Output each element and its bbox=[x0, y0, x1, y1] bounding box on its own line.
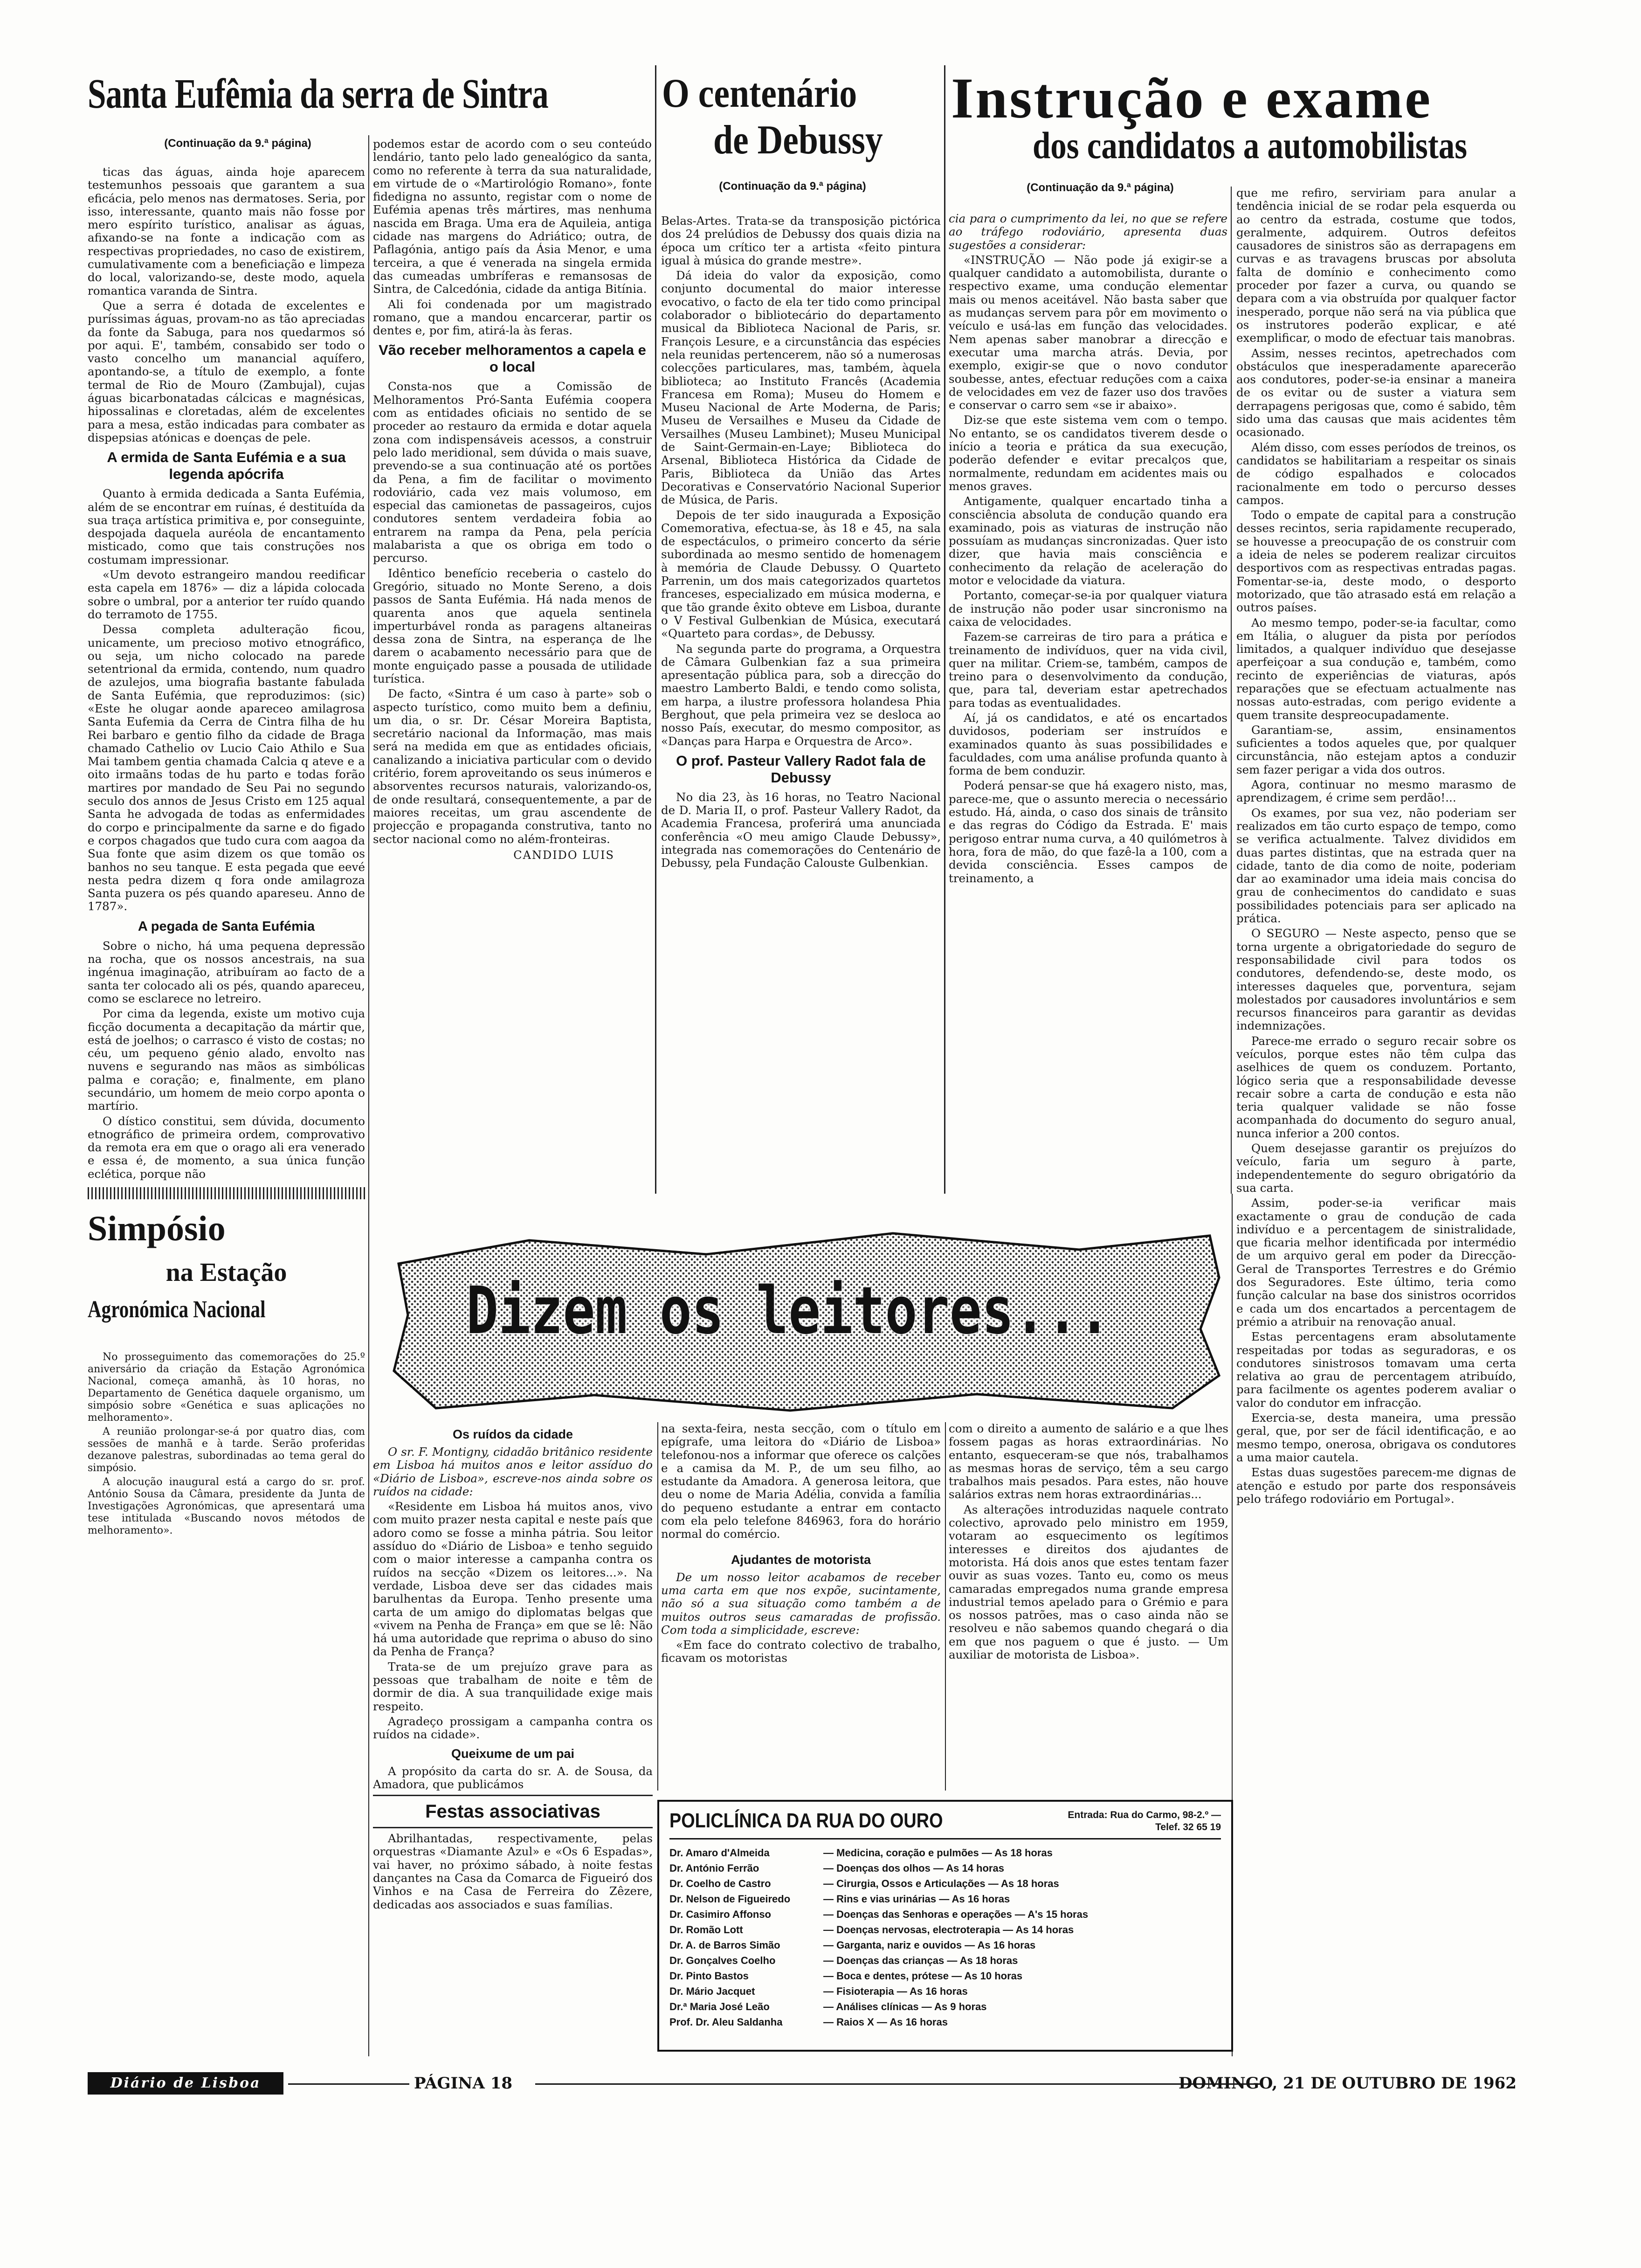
doctor-name: Dr. A. de Barros Simão bbox=[669, 1939, 780, 1951]
doctor-specialty: — Doenças das Senhoras e operações — A's 15 horas bbox=[823, 1908, 1089, 1920]
subheading: Os ruídos da cidade bbox=[452, 1427, 573, 1441]
subheading: O prof. Pasteur Vallery Radot fala de Debussy bbox=[676, 752, 926, 786]
column-rule bbox=[655, 65, 656, 1194]
column-rule bbox=[368, 1194, 369, 2056]
doctor-name: Dr. Mário Jacquet bbox=[669, 1985, 755, 1997]
column-rule bbox=[368, 135, 369, 1194]
paragraph: Trata-se de um prejuízo grave para as pessoas que trabalham de noite e têm de dormir de dia. A sua tranquilidade exige mais respeito. bbox=[373, 1660, 653, 1713]
paragraph: que me refiro, serviriam para anular a tendência inicial de se rodar pela esquerda ou ao centro da estrada, costume que todos, geralmente, adquirem. Outros defeitos causadores de sinistros são as derrapagens em curvas e as travagens bruscas por absoluta falta de domínio e conhecimento como proceder por fazer a curva, ou quando se depara com a via obstruída por qualquer factor inesperado, porque não será na via pública que os instrutores poderão explicar, e até exemplificar, o modo de efectuar tais manobras. bbox=[1236, 187, 1516, 345]
paragraph: Por cima da legenda, existe um motivo cuja ficção documenta a decapitação da mártir que, está de joelhos; o carrasco é visto de costas; no céu, um pequeno génio alado, envolto nas nuvens e segurando nas mãos as simbólicas palma e coração; e, finalmente, em plano secundário, um homem de meio corpo aponta o martírio. bbox=[88, 1007, 365, 1113]
doctor-specialty: — Análises clínicas — As 9 horas bbox=[823, 2001, 987, 2012]
paragraph: O SEGURO — Neste aspecto, penso que se torna urgente a obrigatoriedade do seguro de responsabilidade civil para todos os condutores, defendendo-se, deste modo, os interesses daqueles que, porventura, sejam molestados por causadores involuntários e sem recursos financeiros para garantir as devidas indemnizações. bbox=[1236, 927, 1516, 1033]
paragraph: «Um devoto estrangeiro mandou reedificar esta capela em 1876» — diz a lápida colocada sobre o umbral, por a anterior ter ruído quando do terramoto de 1755. bbox=[88, 568, 365, 621]
doctor-specialty: — Cirurgia, Ossos e Articulações — As 18 horas bbox=[823, 1878, 1059, 1889]
paragraph: Idêntico benefício receberia o castelo do Gregório, situado no Monte Sereno, a dois passos de Santa Eufémia. Há nada menos de quarenta anos que aquela sentinela imperturbável ronda as paragens altaneiras dessa zona de Sintra, na esperança de lhe darem o acabamento necessário para que de monte enguiçado passe a pousada de utilidade turística. bbox=[373, 566, 652, 685]
paragraph: Estas duas sugestões parecem-me dignas de atenção e estudo por parte dos responsáveis pelo tráfego rodoviário em Portugal». bbox=[1236, 1466, 1516, 1506]
ad-doctor-row bbox=[669, 2014, 1221, 2030]
doctor-specialty: — Medicina, coração e pulmões — As 18 horas bbox=[823, 1847, 1053, 1859]
paragraph: De um nosso leitor acabamos de receber uma carta em que nos expõe, sucintamente, não só a sua situação como também a de muitos outros seus camaradas de profissão. Com toda a simplicidade, escreve: bbox=[661, 1570, 941, 1637]
instrucao-continuation: (Continuação da 9.ª página) bbox=[1027, 181, 1174, 194]
debussy-column bbox=[661, 214, 941, 1191]
ad-doctor-row bbox=[669, 1891, 1221, 1907]
paragraph: No dia 23, às 16 horas, no Teatro Nacional de D. Maria II, o prof. Pasteur Vallery Radot, da Academia Francesa, proferirá uma anunciada conferência «O meu amigo Claude Debussy», integrada nas comemorações do Centenário de Debussy, pela Fundação Calouste Gulbenkian. bbox=[661, 790, 941, 870]
simposio-headline-2: na Estação bbox=[165, 1258, 287, 1287]
paragraph: Antigamente, qualquer encartado tinha a consciência absoluta de condução quando era examinado, pois as viaturas de instrução não possuíam as mudanças sincronizadas. Quer isto dizer, que havia mais consciência e conhecimento da relação de aceleração do motor e velocidade da viatura. bbox=[949, 494, 1227, 588]
doctor-specialty: — Rins e vias urinárias — As 16 horas bbox=[823, 1893, 1010, 1905]
column-rule bbox=[1231, 187, 1232, 1194]
subheading: Ajudantes de motorista bbox=[731, 1552, 871, 1567]
paragraph: Consta-nos que a Comissão de Melhoramentos Pró-Santa Eufémia coopera com as entidades oficiais no sentido de se proceder ao restauro da ermida e dotar aquela zona com indispensáveis acessos, a construir pelo lado meridional, sem dúvida o mais suave, prevendo-se a sua continuação até os portões da Pena, a fim de facilitar o movimento rodoviário, cada vez mais volumoso, em especial das camionetas de passageiros, cujos condutores sentem verdadeira fobia ao entrarem na rampa da Pena, pela perícia malabarista a que os obriga em todo o percurso. bbox=[373, 380, 652, 565]
paragraph: Belas-Artes. Trata-se da transposição pictórica dos 24 prelúdios de Debussy dos quais dizia na época um crítico ter a artista «feito pintura igual à música do grande mestre». bbox=[661, 214, 941, 267]
policlinica-advertisement bbox=[657, 1800, 1233, 2052]
doctor-name: Prof. Dr. Aleu Saldanha bbox=[669, 2016, 783, 2028]
instrucao-column-2 bbox=[1236, 187, 1516, 2052]
banner-text: Dizem os leitores... bbox=[466, 1273, 1111, 1349]
paragraph: Fazem-se carreiras de tiro para a prática e treinamento de indivíduos, quer na vida civil, quer na militar. Criem-se, também, campos de treino para o desenvolvimento da condução, que, para tal, deveriam estar apetrechados para todas as eventualidades. bbox=[949, 630, 1227, 710]
debussy-continuation: (Continuação da 9.ª página) bbox=[719, 180, 866, 193]
paragraph: Portanto, começar-se-ia por qualquer viatura de instrução não poder usar sincronismo na caixa de velocidades. bbox=[949, 588, 1227, 629]
subheading: Vão receber melhoramentos a capela e o local bbox=[379, 342, 646, 375]
leitores-banner bbox=[380, 1222, 1231, 1418]
paragraph: Diz-se que este sistema vem com o tempo. No entanto, se os candidatos tiverem desde o início a teoria e prática da sua execução, poderão defender e evitar precalços que, normalmente, redundam em acidentes mais ou menos graves. bbox=[949, 413, 1227, 493]
decorative-divider bbox=[88, 1187, 365, 1199]
issue-date: DOMINGO, 21 DE OUTUBRO DE 1962 bbox=[1179, 2074, 1517, 2093]
instrucao-column-1 bbox=[949, 212, 1227, 1194]
instrucao-headline-1: Instrução e exame bbox=[951, 66, 1433, 130]
footer bbox=[88, 2070, 1517, 2098]
subheading: Queixume de um pai bbox=[451, 1746, 575, 1761]
paragraph: Abrilhantadas, respectivamente, pelas orquestras «Diamante Azul» e «Os 6 Espadas», vai haver, no próximo sábado, à noite festas dançantes na Casa da Comarca de Figueiró dos Vinhos e na Casa de Ferreira do Zêzere, dedicadas aos associados e suas famílias. bbox=[373, 1832, 653, 1911]
paragraph: Na segunda parte do programa, a Orquestra de Câmara Gulbenkian faz a sua primeira apresentação pública para, sob a direcção do maestro Lamberto Baldi, e tendo como solista, em harpa, a ilustre professora holandesa Phia Berghout, que pela primeira vez se desloca ao nosso País, executar, do mesmo compositor, as «Danças para Harpa e Orquestra de Arco». bbox=[661, 642, 941, 748]
doctor-name: Dr. Gonçalves Coelho bbox=[669, 1955, 776, 1966]
doctor-specialty: — Boca e dentes, prótese — As 10 horas bbox=[823, 1970, 1023, 1982]
column-rule bbox=[944, 65, 945, 1194]
paragraph: No prosseguimento das comemorações do 25.º aniversário da criação da Estação Agronómica Nacional, começa amanhã, às 10 horas, no Departamento de Genética daquele organismo, um simpósio sobre «Genética e suas aplicações no melhoramento». bbox=[88, 1351, 365, 1424]
paragraph: Ao mesmo tempo, poder-se-ia facultar, como em Itália, o aluguer da pista por períodos limitados, a qualquer indivíduo que desejasse aperfeiçoar a sua condução e, também, como recinto de experiências de viaturas, após reparações que se efectuam actualmente nas nossas auto-estradas, com perigo evidente a quem transite despreocupadamente. bbox=[1236, 615, 1516, 722]
paragraph: O sr. F. Montigny, cidadão britânico residente em Lisboa há muitos anos e leitor assíduo do «Diário de Lisboa», escreve-nos ainda sobre os ruídos na cidade: bbox=[373, 1445, 653, 1498]
paragraph: A reunião prolongar-se-á por quatro dias, com sessões de manhã e à tarde. Serão proferidas dezanove palestras, subordinadas ao tema geral do simpósio. bbox=[88, 1426, 365, 1474]
doctor-specialty: — Doenças nervosas, electroterapia — As 14 horas bbox=[823, 1924, 1074, 1936]
paragraph: Além disso, com esses períodos de treinos, os candidatos se habilitariam a respeitar os sinais de código espalhados e colocados racionalmente em todo o percurso desses campos. bbox=[1236, 440, 1516, 507]
doctor-name: Dr. Amaro d'Almeida bbox=[669, 1847, 770, 1859]
column-rule bbox=[945, 1422, 946, 1791]
paragraph: As alterações introduzidas naquele contrato colectivo, aprovado pelo ministro em 1959, votaram ao esquecimento os legítimos interesses e direitos dos ajudantes de motorista. Há dois anos que estes tentam fazer ouvir as suas vozes. Tanto eu, como os meus camaradas empregados numa grande empresa industrial temos apelado para o Grémio e para os nossos patrões, mas o caso ainda não se resolveu e não sabemos quando chegará o dia em que nos paguem o que é justo. — Um auxiliar de motorista de Lisboa». bbox=[949, 1502, 1228, 1662]
leitores-column-2 bbox=[661, 1422, 941, 1791]
doctor-name: Dr. Casimiro Affonso bbox=[669, 1908, 771, 1920]
sintra-column-2 bbox=[373, 138, 652, 1191]
ad-doctor-row bbox=[669, 1876, 1221, 1891]
paragraph: Exercia-se, desta maneira, uma pressão geral, que, por ser de fácil identificação, e ao mesmo tempo, onerosa, obrigava os condutores a uma maior cautela. bbox=[1236, 1411, 1516, 1464]
ad-doctor-row bbox=[669, 1907, 1221, 1922]
paragraph: A propósito da carta do sr. A. de Sousa, da Amadora, que publicámos bbox=[373, 1764, 653, 1791]
debussy-headline-1: O centenário bbox=[662, 71, 857, 116]
paragraph: cia para o cumprimento da lei, no que se refere ao tráfego rodoviário, apresenta duas sugestões a considerar: bbox=[949, 212, 1227, 252]
paragraph: O dístico constitui, sem dúvida, documento etnográfico de primeira ordem, comprovativo da remota era em que o orago ali era venerado e essa é, de momento, a sua única função eclética, porque não bbox=[88, 1114, 365, 1181]
paragraph: «Em face do contrato colectivo de trabalho, ficavam os motoristas bbox=[661, 1638, 941, 1665]
paragraph: Ali foi condenada por um magistrado romano, que a mandou encarcerar, partir os dentes e, por fim, atirá-la às feras. bbox=[373, 297, 652, 338]
simposio-headline-1: Simpósio bbox=[88, 1209, 226, 1249]
instrucao-headline-2: dos candidatos a automobilistas bbox=[1033, 124, 1468, 166]
doctor-specialty: — Fisioterapia — As 16 horas bbox=[823, 1985, 968, 1997]
doctor-name: Dr. Pinto Bastos bbox=[669, 1970, 749, 1982]
paragraph: Dá ideia do valor da exposição, como conjunto documental do maior interesse evocativo, o facto de ela ter tido como principal colaborador o bibliotecário do departamento musical da Biblioteca Nacional de Paris, sr. François Lesure, e a circunstância das espécies nela reunidas pertencerem, não só a numerosas colecções particulares, mas, também, àquela biblioteca; ao Instituto Francês (Academia Francesa em Roma); Museu do Homem e Museu Nacional de Arte Moderna, de Paris; Museu de Versailhes e Museu da Cidade de Versailhes (Museu Lambinet); Museu Municipal de Saint-Germain-en-Laye; Biblioteca do Arsenal, Biblioteca Histórica da Cidade de Paris, Biblioteca da União das Artes Decorativas e Conservatório Nacional Superior de Música, de Paris. bbox=[661, 269, 941, 507]
subheading: A pegada de Santa Eufémia bbox=[138, 919, 315, 934]
paragraph: Dessa completa adulteração ficou, unicamente, um precioso motivo etnográfico, ou seja, um nicho colocado na parede setentrional da ermida, contendo, num quadro de azulejos, uma biografia bastante fabulada de Santa Eufémia, que reproduzimos: (sic) «Este he olugar aonde apareceo amilagrosa Santa Eufemia da Cerra de Cintra filha de hu Rei barbaro e gentio filho da cidade de Braga chamado Cathelio ov Lucio Caio Athilo e Sua Mai tambem gentia chamada Calcia q ateve e a oito irmaãns todas de hu parto e todas forão martires por mandado de Seu Pai no segundo seculo dos annos de Jesus Cristo em 125 aqual Santa he advogada de todas as enfermidades do corpo e principalmente da sarne e do figado e corpos chagados que tudo cura com aagoa da Sua fonte que asim dizem os que tomão os banhos no seu tanque. E esta pegada que eevé nesta pedra dizem q fora onde amilagroza Santa puzera os pés quando apareseu. Anno de 1787». bbox=[88, 622, 365, 913]
ad-title: POLICLÍNICA DA RUA DO OURO bbox=[669, 1809, 943, 1832]
paragraph: Sobre o nicho, há uma pequena depressão na rocha, que os nossos ancestrais, na sua ingénua imaginação, atribuíram ao facto de a santa ter colocado ali os pés, quando apareceu, como se esclarece no letreiro. bbox=[88, 939, 365, 1005]
paragraph: «INSTRUÇÃO — Não pode já exigir-se a qualquer candidato a automobilista, durante o respectivo exame, uma condução elementar mais ou menos aceitável. Não basta saber que as mudanças servem para pôr em movimento o veículo e usá-las em função das velocidades. Nem apenas saber manobrar a direcção e executar uma marcha atrás. Devia, por exemplo, exigir-se que o novo condutor soubesse, antes, efectuar reduções com a caixa de velocidades em vez de fazer uso dos travões e conservar o carro sem «se ir abaixo». bbox=[949, 253, 1227, 412]
paragraph: De facto, «Sintra é um caso à parte» sob o aspecto turístico, como muito bem a definiu, um dia, o sr. Dr. César Moreira Baptista, secretário nacional da Informação, mas mais será na medida em que as entidades oficiais, canalizando a iniciativa particular com o devido critério, forem aproveitando os seus inúmeros e absorventes recursos naturais, valorizando-os, de onde resultará, consequentemente, a par de maiores receitas, um grau ascendente de projecção e propaganda construtiva, tanto no sector nacional como no além-fronteiras. bbox=[373, 687, 652, 846]
subheading: A ermida de Santa Eufémia e a sua legenda apócrifa bbox=[107, 449, 346, 483]
paragraph: Depois de ter sido inaugurada a Exposição Comemorativa, efectua-se, às 18 e 45, na sala de espectáculos, o primeiro concerto da série subordinada ao mesmo sentido de homenagem à memória de Claude Debussy. O Quarteto Parrenin, um dos mais categorizados quartetos franceses, especializado em música moderna, e que tão grande êxito obteve em Lisboa, durante o V Festival Gulbenkian de Música, executará «Quarteto para cordas», de Debussy. bbox=[661, 508, 941, 641]
ad-doctor-row bbox=[669, 1937, 1221, 1953]
paragraph: com o direito a aumento de salário e a que lhes fossem pagas as horas extraordinárias. No entanto, esqueceram-se que nós, trabalhamos as mesmas horas de serviço, têm a seu cargo trabalhos mais pesados. Para estes, não houve salários extras nem horas extraordinárias... bbox=[949, 1422, 1228, 1501]
doctor-name: Dr. Romão Lott bbox=[669, 1924, 743, 1936]
doctor-name: Dr. Nelson de Figueiredo bbox=[669, 1893, 791, 1905]
paragraph: Aí, já os candidatos, e até os encartados duvidosos, poderiam ser instruídos e examinados quanto às suas possibilidades e faculdades, com uma análise profunda quanto à forma de bem conduzir. bbox=[949, 711, 1227, 778]
paragraph: A alocução inaugural está a cargo do sr. prof. António Sousa da Câmara, presidente da Junta de Investigações Agronómicas, que apresentará uma tese intitulada «Buscando novos métodos de melhoramento». bbox=[88, 1476, 365, 1537]
doctor-name: Dr. António Ferrão bbox=[669, 1862, 759, 1874]
doctor-specialty: — Garganta, nariz e ouvidos — As 16 horas bbox=[823, 1939, 1036, 1951]
column-rule bbox=[657, 1422, 658, 1791]
leitores-column-1 bbox=[373, 1422, 653, 2066]
ad-doctor-row bbox=[669, 1984, 1221, 1999]
page-number: PÁGINA 18 bbox=[414, 2074, 513, 2093]
paragraph: Poderá pensar-se que há exagero nisto, mas, parece-me, que o assunto merecia o necessário estudo. Há, ainda, o caso dos sinais de trânsito e das regras do Código da Estrada. E' mais perigoso entrar numa curva, a 40 quilómetros à hora, fora de mão, do que fazê-la a 100, com a devida consciência. Esses campos de treinamento, a bbox=[949, 779, 1227, 885]
paragraph: Garantiam-se, assim, ensinamentos suficientes a todos aqueles que, por qualquer circunstância, não estejam aptos a conduzir sem fazer perigar a vida dos outros. bbox=[1236, 723, 1516, 776]
doctor-specialty: — Doenças das crianças — As 18 horas bbox=[823, 1955, 1018, 1966]
doctor-specialty: — Raios X — As 16 horas bbox=[823, 2016, 948, 2028]
paragraph: ticas das águas, ainda hoje aparecem testemunhos pessoais que garantem a sua eficácia, pelo menos nas dermatoses. Seria, por isso, interessante, quanto mais não fosse por mero espírito turístico, analisar as águas, afixando-se na fonte a indicação com as respectivas propriedades, no caso de existirem, cumulativamente com a beneficiação e limpeza do local, valorizando-se, deste modo, aquela romantica varanda de Sintra. bbox=[88, 166, 365, 297]
paragraph: podemos estar de acordo com o seu conteúdo lendário, tanto pelo lado genealógico da santa, como no referente à terra da sua naturalidade, em virtude de o «Martirológio Romano», fonte fidedigna no assunto, registar com o nome de Eufémia apenas três mártires, mas nenhuma nascida em Braga. Uma era de Aquileia, antiga cidade nas margens do Adriático; outra, de Paflagónia, antigo país da Ásia Menor, e uma terceira, a que é venerada na singela ermida das cumeadas umbríferas e remansosas de Sintra, de Calcedónia, cidade da antiga Bitínia. bbox=[373, 138, 652, 296]
sintra-column-1 bbox=[88, 166, 365, 1611]
paragraph: Quanto à ermida dedicada a Santa Eufémia, além de se encontrar em ruínas, é destituída da sua traça artística primitiva e, por conseguinte, despojada daquela auréola de encantamento misticado, como que tais construções nos costumam impressionar. bbox=[88, 487, 365, 567]
paragraph: Assim, nesses recintos, apetrechados com obstáculos que inesperadamente aparecerão aos condutores, poder-se-ia ensinar a maneira de os evitar ou de suster a viatura sem derrapagens perigosas que, como é sabido, têm sido uma das causas que mais acidentes têm ocasionado. bbox=[1236, 346, 1516, 439]
ad-doctor-row bbox=[669, 1860, 1221, 1876]
subheading: Festas associativas bbox=[425, 1801, 600, 1822]
paragraph: Que a serra é dotada de excelentes e puríssimas águas, provam-no as tão apreciadas da fonte da Sabuga, para nos quedarmos só por aqui. E', também, consabido ser todo o vasto concelho um manancial aquífero, apontando-se, a título de exemplo, a fonte termal de Rio de Mouro (Zambujal), cujas águas bicarbonatadas cálcicas e magnésicas, hipossalinas e cloretadas, além de excelentes para a mesa, estão indicadas para combater as dispepsias atónicas e doenças de pele. bbox=[88, 298, 365, 444]
ad-entrada: Entrada: Rua do Carmo, 98-2.º — Telef. 32 65 19 bbox=[1068, 1810, 1221, 1832]
ad-doctor-row bbox=[669, 1845, 1221, 1860]
ad-doctor-list bbox=[669, 1845, 1221, 2030]
doctor-name: Dr.ª Maria José Leão bbox=[669, 2001, 770, 2012]
sintra-continuation: (Continuação da 9.ª página) bbox=[164, 137, 311, 150]
debussy-headline-2: de Debussy bbox=[713, 118, 883, 163]
paragraph: na sexta-feira, nesta secção, com o título em epígrafe, uma leitora do «Diário de Lisboa» telefonou-nos a informar que oferece os calções e a camisa da M. P., de um seu filho, ao estudante da Amadora. A generosa leitora, que deu o nome de Maria Adélia, convida a família do pequeno estudante a entrar em contacto com ela pelo telefone 846963, fora do horário normal do comércio. bbox=[661, 1422, 941, 1541]
leitores-column-3 bbox=[949, 1422, 1228, 1791]
doctor-specialty: — Doenças dos olhos — As 14 horas bbox=[823, 1862, 1004, 1874]
paragraph: Os exames, por sua vez, não poderiam ser realizados em tão curto espaço de tempo, como se verifica actualmente. Talvez divididos em duas partes distintas, que na estrada quer na cidade, tanto de dia como de noite, poderiam dar ao examinador uma ideia mais concisa do grau de conhecimentos do candidato e suas possibilidades potenciais para ser aplicado na prática. bbox=[1236, 806, 1516, 926]
paragraph: Estas percentagens eram absolutamente respeitadas por todas as seguradoras, e os condutores sinistrosos tomavam uma certa relativa ao grau de percentagem atribuído, para facilmente os agentes poderem avaliar o valor do condutor em infracção. bbox=[1236, 1330, 1516, 1410]
ad-doctor-row bbox=[669, 1953, 1221, 1968]
sintra-headline: Santa Eufêmia da serra de Sintra bbox=[88, 71, 548, 117]
paragraph: «Residente em Lisboa há muitos anos, vivo com muito prazer nesta capital e neste país que adoro como se fosse a minha pátria. Sou leitor assíduo do «Diário de Lisboa» e tenho seguido com o maior interesse a campanha contra os ruídos na secção «Dizem os leitores...». Na verdade, Lisboa deve ser das cidades mais barulhentas da Europa. Tenho presente uma carta de um amigo do diplomatas belgas que «vivem na Penha de França» em que se lê: Não há uma autoridade que reprima o abuso do sino da Penha de França? bbox=[373, 1500, 653, 1659]
paragraph: Quem desejasse garantir os prejuízos do veículo, faria um seguro à parte, independentemente do seguro obrigatório da sua carta. bbox=[1236, 1141, 1516, 1195]
paragraph: Agora, continuar no mesmo marasmo de aprendizagem, é crime sem perdão!... bbox=[1236, 778, 1516, 805]
ad-doctor-row bbox=[669, 1999, 1221, 2014]
doctor-name: Dr. Coelho de Castro bbox=[669, 1878, 771, 1889]
masthead-logo: Diário de Lisboa bbox=[88, 2072, 283, 2095]
paragraph: Assim, poder-se-ia verificar mais exactamente o grau de condução de cada indivíduo e a percentagem de sinistralidade, que ficaria melhor identificada por intermédio de um arquivo geral em poder da Direcção-Geral de Transportes Terrestres e do Grémio dos Seguradores. Este último, teria como função calcular na base dos sinistros ocorridos e cada um dos encartados a percentagem de prémio a atribuir na renovação anual. bbox=[1236, 1196, 1516, 1328]
author-signature: CANDIDO LUIS bbox=[513, 848, 614, 862]
simposio-headline-3: Agronómica Nacional bbox=[88, 1296, 266, 1323]
ad-doctor-row bbox=[669, 1968, 1221, 1984]
paragraph: Parece-me errado o seguro recair sobre os veículos, porque estes não têm culpa das aselhices de quem os conduzem. Portanto, lógico seria que a responsabilidade devesse recair sobre a carta de condução e esta não teria qualquer validade se não fosse acompanhada do documento do seguro anual, nunca inferior a 200 contos. bbox=[1236, 1034, 1516, 1140]
ad-doctor-row bbox=[669, 1922, 1221, 1937]
paragraph: Todo o empate de capital para a construção desses recintos, seria rapidamente recuperado, se houvesse a preocupação de os construir com a ideia de neles se poderem realizar circuitos desportivos com as respectivas entradas pagas. Fomentar-se-ia, deste modo, o desporto motorizado, que tão atrasado está em relação a outros países. bbox=[1236, 508, 1516, 615]
paragraph: Agradeço prossigam a campanha contra os ruídos na cidade». bbox=[373, 1714, 653, 1742]
